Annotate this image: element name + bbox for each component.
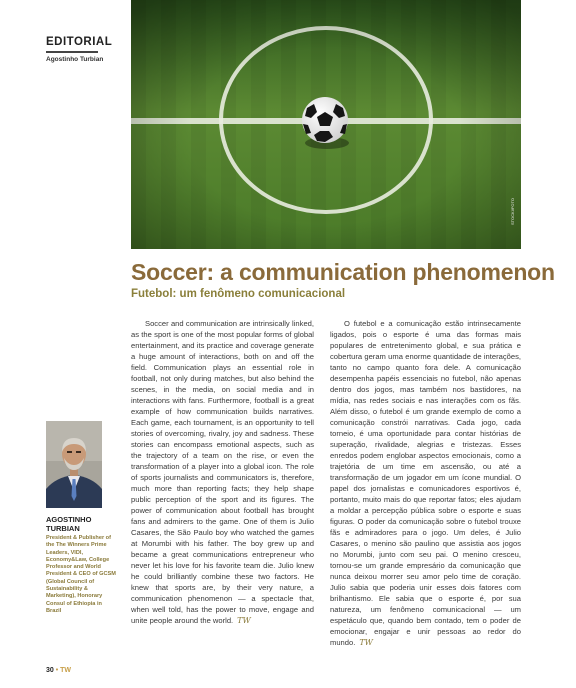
- bio-name: AGOSTINHO TURBIAN: [46, 515, 92, 533]
- author-name: Agostinho Turbian: [46, 56, 104, 63]
- article-body-portuguese: [330, 318, 521, 648]
- author-portrait: [46, 421, 102, 508]
- article-title: Soccer: a communication phenomenon: [131, 259, 555, 285]
- bio-description: President & Publisher of the The Winners Prime Leaders, VIDI, Economy&Law, College Professor and World President & CEO of GCSM (Global Council of Sustainability & Marketing), Honorary Consul of Ethiopia in Brazil: [46, 535, 116, 614]
- section-divider: [46, 51, 98, 53]
- page-number: 30: [46, 667, 54, 674]
- body-text-portuguese: O futebol e a comunicação estão intrinsecamente ligados, pois o esporte é uma das formas mais populares de entretenimento global, e sua prática e cobertura geram uma enorme quantidade de interações, tanto no campo quanto fora dele. A comunicação desempenha papéis essenciais no futebol, não apenas dentro dos jogos, mas também nos bastidores, na mídia, nas redes sociais e nas interações com os fãs. Além disso, o futebol é um grande exemplo de como a comunicação constrói narrativas. Cada jogo, cada torneio, é uma oportunidade para contar histórias de superação, rivalidade, alegrias e tristezas. Esses enredos podem englobar aspectos emocionais, como a trajetória de um time em ascensão, ou até a transformação de um jogador em um ícone mundial. O papel dos jornalistas e comunicadores esportivos é, portanto, muito mais do que reportar fatos; eles ajudam a moldar a percepção pública sobre o esporte e suas figuras. O poder da comunicação sobre o futebol trouxe fãs e admiradores para o jogo. Um deles, é Julio Casares, o menino são paulino que assistia aos jogos no Morumbi, junto com seu pai. O menino cresceu, tornou-se um grande empresário da comunicação que nunca deixou morrer seu amor pelo time de coração. Julio sabia que poderia unir esses dois fatores com brilhantismo. Ele sabia que o esporte é, por sua natureza, um fenômeno comunicacional — um espetáculo que, quando bem contado, tem o poder de emocionar, engajar e unir pessoas ao redor do mundo.: [330, 319, 521, 647]
- soccer-ball-icon: [302, 97, 348, 143]
- page-footer: [46, 667, 71, 674]
- body-text-english: Soccer and communication are intrinsically linked, as the sport is one of the most popular forms of global entertainment, and its practice and coverage generate a huge amount of interactions, both on and off the field. Communication plays an essential role in football, not only during matches, but also behind the scenes, in the media, on social media and in interactions with fans. Furthermore, football is a great example of how communication builds narratives. Each game, each tournament, is an opportunity to tell stories of overcoming, rivalry, joy and sadness. These stories can encompass emotional aspects, such as the trajectory of a team on the rise, or even the transformation of a player into a global icon. The role of sports journalists and communicators is, therefore, much more than reporting facts; they help shape public perception of the sport and its figures. The power of communication about football has brought fans and admirers to the game. One of them is Julio Casares, the São Paulo boy who watched the games at Morumbi with his father. The boy grew up and became a great communications entrepreneur who never let his love for his favorite team die. Julio knew he could brilliantly combine these two factors. He knew that sports are, by their very nature, a communication phenomenon — a spectacle that, when well told, has the power to move, engage and unite people around the world.: [131, 319, 314, 625]
- article-body-english: [131, 318, 314, 626]
- tw-monogram-icon: TW: [359, 638, 373, 647]
- section-label: EDITORIAL: [46, 36, 113, 48]
- hero-image: [131, 0, 521, 249]
- article-subtitle: Futebol: um fenômeno comunicacional: [131, 288, 346, 300]
- photo-credit: STOCKI/FOTO: [510, 198, 515, 225]
- tw-monogram-icon: TW: [237, 616, 251, 625]
- magazine-name: TW: [60, 667, 72, 674]
- footer-separator: •: [53, 667, 61, 674]
